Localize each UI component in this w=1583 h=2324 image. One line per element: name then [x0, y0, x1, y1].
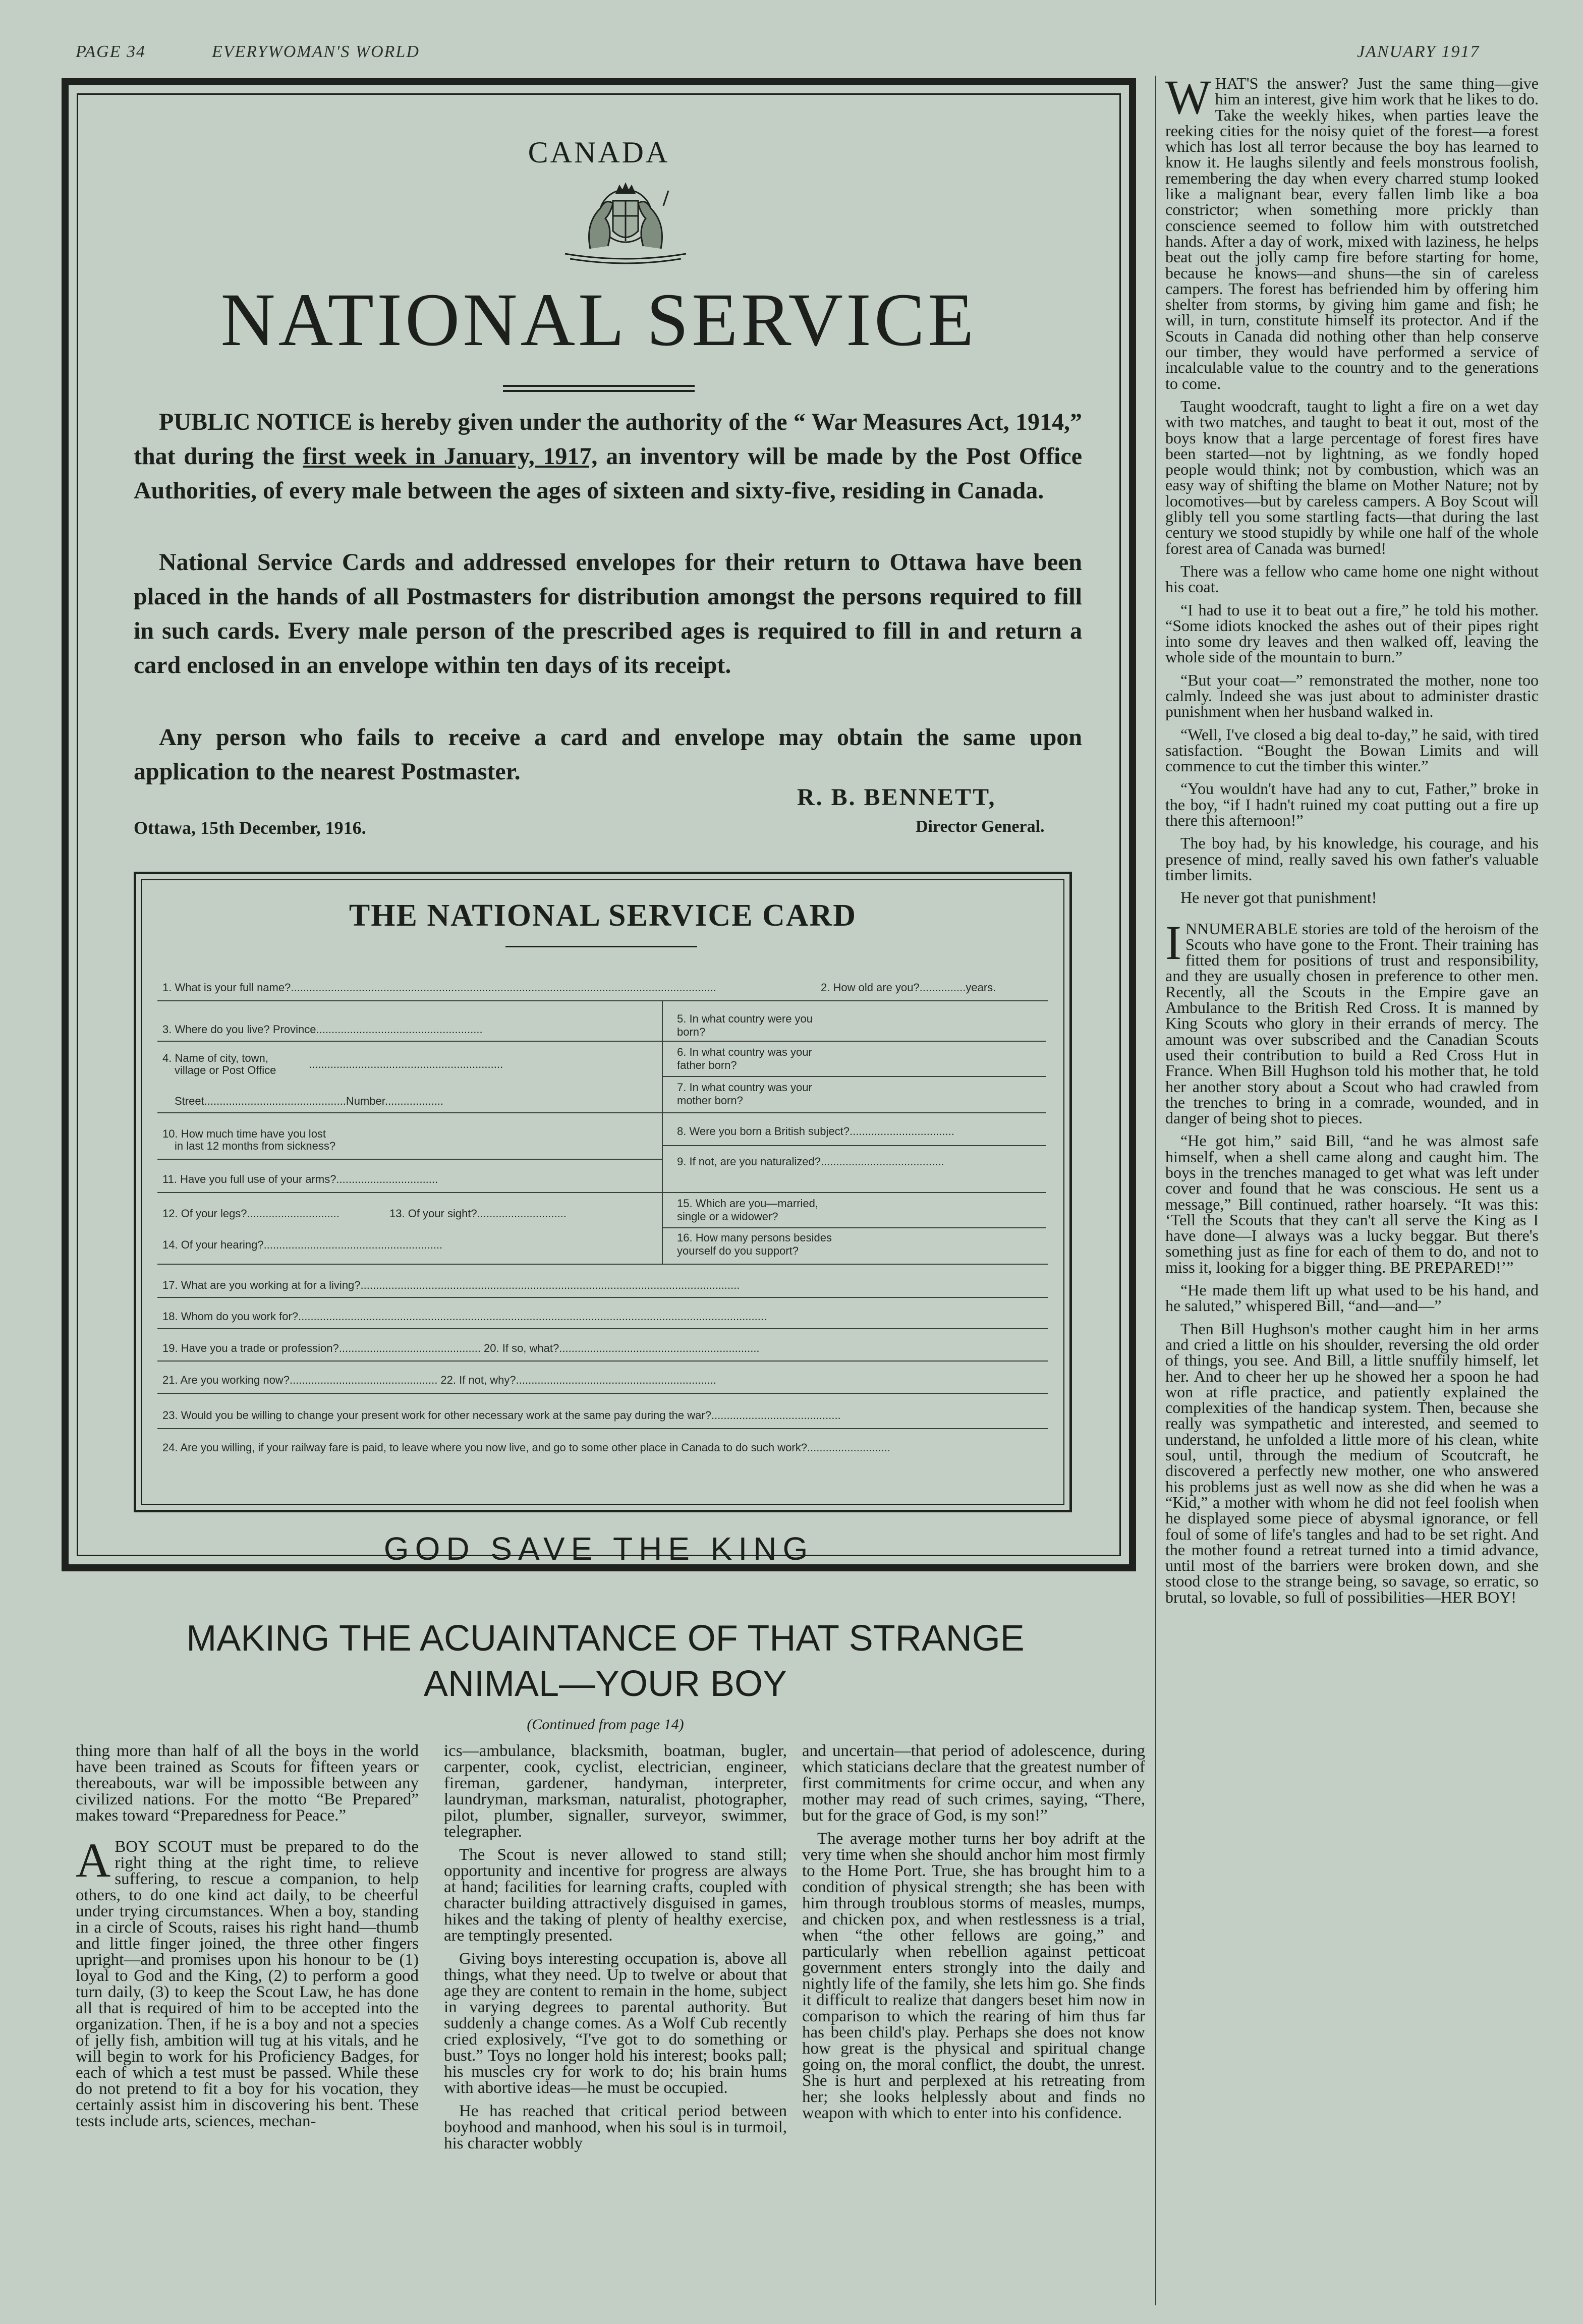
card-rule	[663, 1227, 1046, 1228]
column-separator	[1155, 76, 1156, 2305]
card-question-24: 24. Are you willing, if your railway fare is paid, to leave where you now live, and go to some other place in Canada to do such work?...........................	[162, 1441, 890, 1454]
drop-cap: W	[1165, 70, 1211, 124]
card-question-3: 3. Where do you live? Province......................................................	[162, 1023, 483, 1036]
article-title-line-2: ANIMAL—YOUR BOY	[423, 1664, 787, 1704]
card-question-21-22: 21. Are you working now?................................................ 22. If not, why?.................................................................	[162, 1374, 716, 1386]
card-title: THE NATIONAL SERVICE CARD	[349, 898, 857, 933]
card-rule	[663, 1076, 1046, 1077]
article-paragraph: “But your coat—” remonstrated the mother, none too calmly. Indeed she was just about to administer drastic punishment when her husband walked in.	[1165, 670, 1539, 721]
card-rule	[157, 1264, 1048, 1265]
article-paragraph: “He got him,” said Bill, “and he was almost safe himself, when a shell came along and caught him. The boys in the trenches managed to get what was left under cover and found that he was conscious. He sent us a message,” Bill continued, rather hoarsely. “It was this: ‘Tell the Scouts that they can't all serve the King as I have done—I always was a lucky beggar. But there's something just as fine for each of them to do, and not to miss it, looking for a bigger thing. BE PREPARED!’”	[1165, 1131, 1539, 1276]
card-rule	[157, 1192, 662, 1193]
drop-cap: A	[76, 1833, 111, 1887]
article-paragraph: “You wouldn't have had any to cut, Father,” broke in the boy, “if I hadn't ruined my coat putting out a fire up there this afternoon!”	[1165, 779, 1539, 830]
article-paragraph: Giving boys interesting occupation is, above all things, what they need. Up to twelve or about that age they are content to remain in the home, subject in varying degrees to parental authority. But suddenly a change comes. As a Wolf Cub recently cried explosively, “I've got to do something or bust.” Toys no longer hold his interest; books pall; his muscles cry for work to do; his brain hums with abortive ideas—he must be occupied.	[444, 1950, 787, 2097]
card-question-4: 4. Name of city, town,	[162, 1052, 268, 1064]
card-question-13: 13. Of your sight?.............................	[389, 1207, 567, 1220]
card-rule	[157, 1361, 1048, 1362]
notice-country: CANADA	[528, 136, 670, 169]
card-question-10: 10. How much time have you lost	[162, 1127, 326, 1140]
card-question-4-line2: village or Post Office	[175, 1064, 276, 1076]
article-paragraph: He never got that punishment!	[1180, 888, 1377, 907]
article-paragraph: Taught woodcraft, taught to light a fire on a wet day with two matches, and taught to beat it out, most of the boys know that a large percentage of forest fires have been started—not by lightning, as we fondly hoped people would think; not by combustion, which was an easy way of shifting the blame on Mother Nature; not by locomotives—but by careless campers. A Boy Scout will glibly tell you some startling facts—that during the last century we stood stupidly by while one half of the whole forest area of Canada was burned!	[1165, 396, 1539, 557]
article-paragraph: “He made them lift up what used to be his hand, and he saluted,” whispered Bill, “and—and—”	[1165, 1281, 1539, 1315]
card-question-5: 5. In what country were you born?	[677, 1012, 813, 1038]
title-rule-2	[503, 390, 695, 392]
card-question-4-dots: ...............................................................	[309, 1058, 503, 1070]
signer-title: Director General.	[916, 817, 1045, 836]
article-paragraph: There was a fellow who came home one night without his coat.	[1165, 561, 1539, 596]
card-question-9: 9. If not, are you naturalized?........................................	[677, 1155, 944, 1168]
notice-title: NATIONAL SERVICE	[220, 278, 977, 362]
title-rule	[503, 385, 695, 387]
card-rule	[157, 1428, 1048, 1429]
card-street: Street..............................................Number...................	[175, 1095, 444, 1107]
card-question-1: 1. What is your full name?..........................................................................................................................................	[162, 981, 716, 994]
card-question-10-line2: in last 12 months from sickness?	[175, 1140, 336, 1152]
card-question-19-20: 19. Have you a trade or profession?.............................................. 20. If so, what?.................................................................	[162, 1342, 760, 1354]
card-question-8: 8. Were you born a British subject?..................................	[677, 1125, 954, 1138]
continued-from: (Continued from page 14)	[527, 1716, 684, 1733]
article-paragraph: “I had to use it to beat out a fire,” he told his mother. “Some idiots knocked the ashes out of their pipes right into some dry leaves and then walked off, leaving the whole side of the mountain to burn.”	[1165, 600, 1539, 666]
page-number: PAGE 34	[76, 42, 146, 61]
article-paragraph: The Scout is never allowed to stand still; opportunity and incentive for progress are always at hand; facilities for learning crafts, coupled with character building attractively disguised in games, hikes and the taking of plenty of healthy exercise, are temptingly presented.	[444, 1846, 787, 1945]
card-question-23: 23. Would you be willing to change your present work for other necessary work at the same pay during the war?..........................................	[162, 1409, 841, 1422]
card-question-6: 6. In what country was your father born?	[677, 1046, 812, 1071]
card-rule	[157, 1297, 1048, 1298]
card-rule	[663, 1192, 1046, 1193]
article-right-column	[1165, 70, 1539, 1612]
national-service-card	[134, 872, 1072, 1512]
article-paragraph: INNUMERABLE stories are told of the heroism of the Scouts who have gone to the Front. Their training has fitted them for positions of trust and responsibility, and they are usually chosen in preference to other men. Recently, all the Scouts in the Empire gave an Ambulance to the British Red Cross. It is manned by King Scouts who glory in their errands of mercy. The amount was over subscribed and the Canadian Scouts used their contribution to build a Red Cross Hut in France. When Bill Hughson told his mother that, he told her another story about a Scout who had crawled from the trenches to bring in a comrade, wounded, and in danger of being shot to pieces.	[1165, 915, 1539, 1127]
card-question-2: 2. How old are you?...............years.	[821, 981, 996, 994]
royal-coat-of-arms-icon	[560, 178, 691, 269]
article-paragraph: ics—ambulance, blacksmith, boatman, bugler, carpenter, cook, cyclist, electrician, engineer, fireman, gardener, handyman, interpreter, laundryman, marksman, naturalist, photographer, pilot, plumber, signaller, surveyor, swimmer, telegrapher.	[444, 1742, 787, 1841]
notice-paragraph-2: National Service Cards and addressed envelopes for their return to Ottawa have been placed in the hands of all Postmasters for distribution amongst the persons required to fill in such cards. Every male person of the prescribed ages is required to fill in and return a card enclosed in an envelope within ten days of its receipt.	[134, 549, 1082, 678]
card-question-14: 14. Of your hearing?..........................................................	[162, 1238, 443, 1251]
card-rule	[663, 1112, 1046, 1113]
notice-paragraph-1: PUBLIC NOTICE is hereby given under the authority of the “ War Measures Act, 1914,” that during the first week in January, 1917, an inventory will be made by the Post Office Authorities, of every male between the ages of sixteen and sixty-five, residing in Canada.	[134, 409, 1083, 504]
article-column-1	[76, 1743, 419, 2136]
card-rule	[157, 1393, 1048, 1394]
card-question-7: 7. In what country was your mother born?	[677, 1081, 812, 1107]
card-rule	[157, 1000, 1048, 1001]
article-column-3	[802, 1743, 1145, 2128]
signer-name: R. B. BENNETT,	[797, 784, 996, 811]
card-question-18: 18. Whom do you work for?........................................................................................................................................................	[162, 1310, 767, 1323]
article-paragraph: WHAT'S the answer? Just the same thing—give him an interest, give him work that he likes to do. Take the weekly hikes, when parties leave the reeking cities for the noisy quiet of the forest—a forest which has lost all terror because the boy has learned to know it. He laughs silently and feels monstrous foolish, remembering the day when every charred stump looked like a malignant bear, every fallen limb like a boa constrictor; when something more prickly than conscience seemed to follow him with outstretched hands. After a day of work, mixed with laziness, he helps beat out the jolly camp fire before starting for home, because he knows—and shuns—the sin of careless campers. The forest has befriended him by offering him shelter from storms, by giving him game and fish; he will, in turn, constitute himself its protector. And if the Scouts in Canada did nothing other than help conserve our timber, they would have performed a service of incalculable value to the country and to the generations to come.	[1165, 70, 1539, 392]
drop-cap: I	[1165, 915, 1181, 970]
notice-paragraph-3: Any person who fails to receive a card and envelope may obtain the same upon application to the nearest Postmaster.	[134, 724, 1082, 785]
article-paragraph: and uncertain—that period of adolescence, during which staticians declare that the greatest number of first commitments for crime occur, and when any mother may read of such crimes, saying, “There, but for the grace of God, is my son!”	[802, 1742, 1145, 1825]
article-paragraph: ABOY SCOUT must be prepared to do the right thing at the right time, to relieve suffering, to rescue a companion, to help others, to do one kind act daily, to be cheerful under trying circumstances. When a boy, standing in a circle of Scouts, raises his right hand—thumb and little finger joined, the three other fingers upright—and promises upon his honour to be (1) loyal to God and the King, (2) to perform a good turn daily, (3) to keep the Scout Law, he has done all that is required of him to be accepted into the organization. Then, if he is a boy and not a species of jelly fish, ambition will tug at his vitals, and he will begin to work for his Proficiency Badges, for each of which a test must be passed. While these do not pretend to fit a boy for his vocation, they certainly assist him in discovering his bent. These tests include arts, sciences, mechan-	[76, 1833, 419, 2130]
article-paragraph: Then Bill Hughson's mother caught him in her arms and cried a little on his shoulder, reversing the old order of things, you see. And Bill, a little snuffily himself, let her. And to cheer her up he showed her a spoon he had won at rifle practice, and patiently explained the complexities of the handicap system. Then, because she really was sympathetic and interested, and seemed to understand, he unfolded a little more of his clean, white soul, until, through the medium of Scoutcraft, he discovered a perfectly new mother, one who answered his problems just as well now as she did when he was a “Kid,” a mother with whom he did not feel foolish when he displayed some piece of abysmal ignorance, or fell foul of some of life's tangles and had to be set right. And the mother found a retreat turned into a timid advance, until most of the barriers were broken down, and she stood close to the strange being, so savage, so erratic, so brutal, so lovable, so full of possibilities—HER BOY!	[1165, 1319, 1539, 1606]
notice-place-date: Ottawa, 15th December, 1916.	[134, 818, 366, 838]
card-title-rule	[505, 946, 697, 947]
card-question-16: 16. How many persons besides yourself do you support?	[677, 1231, 832, 1257]
card-rule	[157, 1159, 662, 1160]
card-rule	[157, 1041, 662, 1042]
article-title-line-1: MAKING THE ACUAINTANCE OF THAT STRANGE	[186, 1618, 1025, 1659]
card-rule	[157, 1112, 662, 1113]
article-paragraph: He has reached that critical period between boyhood and manhood, when his soul is in turmoil, his character wobbly	[444, 2102, 787, 2152]
magazine-title: EVERYWOMAN'S WORLD	[212, 42, 420, 61]
card-question-12: 12. Of your legs?..............................	[162, 1207, 340, 1220]
article-column-2	[444, 1743, 787, 2159]
national-service-notice	[62, 78, 1136, 1571]
article-paragraph: The average mother turns her boy adrift at the very time when she should anchor him most firmly to the Home Port. True, she has brought him to a condition of physical strength; she has been with him through troublous storms of measles, mumps, and chicken pox, and when restlessness is a trial, when “the other fellows are going,” and particularly when rebellion against petticoat government enters strongly into the daily and nightly life of the family, she lets him go. She finds it difficult to realize that dangers beset him now in comparison to which the rearing of him thus far has been child's play. Perhaps she does not know how great is the physical and spiritual change going on, the moral conflict, the doubt, the unrest. She is hurt and perplexed at his retreating from her; she looks helplessly about and finds no weapon with which to enter into his confidence.	[802, 1830, 1145, 2122]
card-rule	[157, 1328, 1048, 1329]
article-paragraph: The boy had, by his knowledge, his courage, and his presence of mind, really saved his own father's valuable timber limits.	[1165, 834, 1539, 884]
card-rule	[663, 1041, 1046, 1042]
card-question-17: 17. What are you working at for a living?...........................................................................................................................	[162, 1279, 740, 1291]
card-question-11: 11. Have you full use of your arms?.................................	[162, 1173, 438, 1185]
article-paragraph: thing more than half of all the boys in the world have been trained as Scouts for fifteen years or thereabouts, war will be impossible between any civilized nations. For the motto “Be Prepared” makes toward “Preparedness for Peace.”	[76, 1742, 419, 1825]
god-save-the-king: GOD SAVE THE KING	[383, 1531, 814, 1567]
article-paragraph: “Well, I've closed a big deal to-day,” he said, with tired satisfaction. “Bought the Bowan Limits and will commence to cut the timber this winter.”	[1165, 725, 1539, 775]
card-question-15: 15. Which are you—married, single or a widower?	[677, 1197, 818, 1223]
card-rule	[663, 1145, 1046, 1146]
issue-date: JANUARY 1917	[1357, 42, 1480, 61]
